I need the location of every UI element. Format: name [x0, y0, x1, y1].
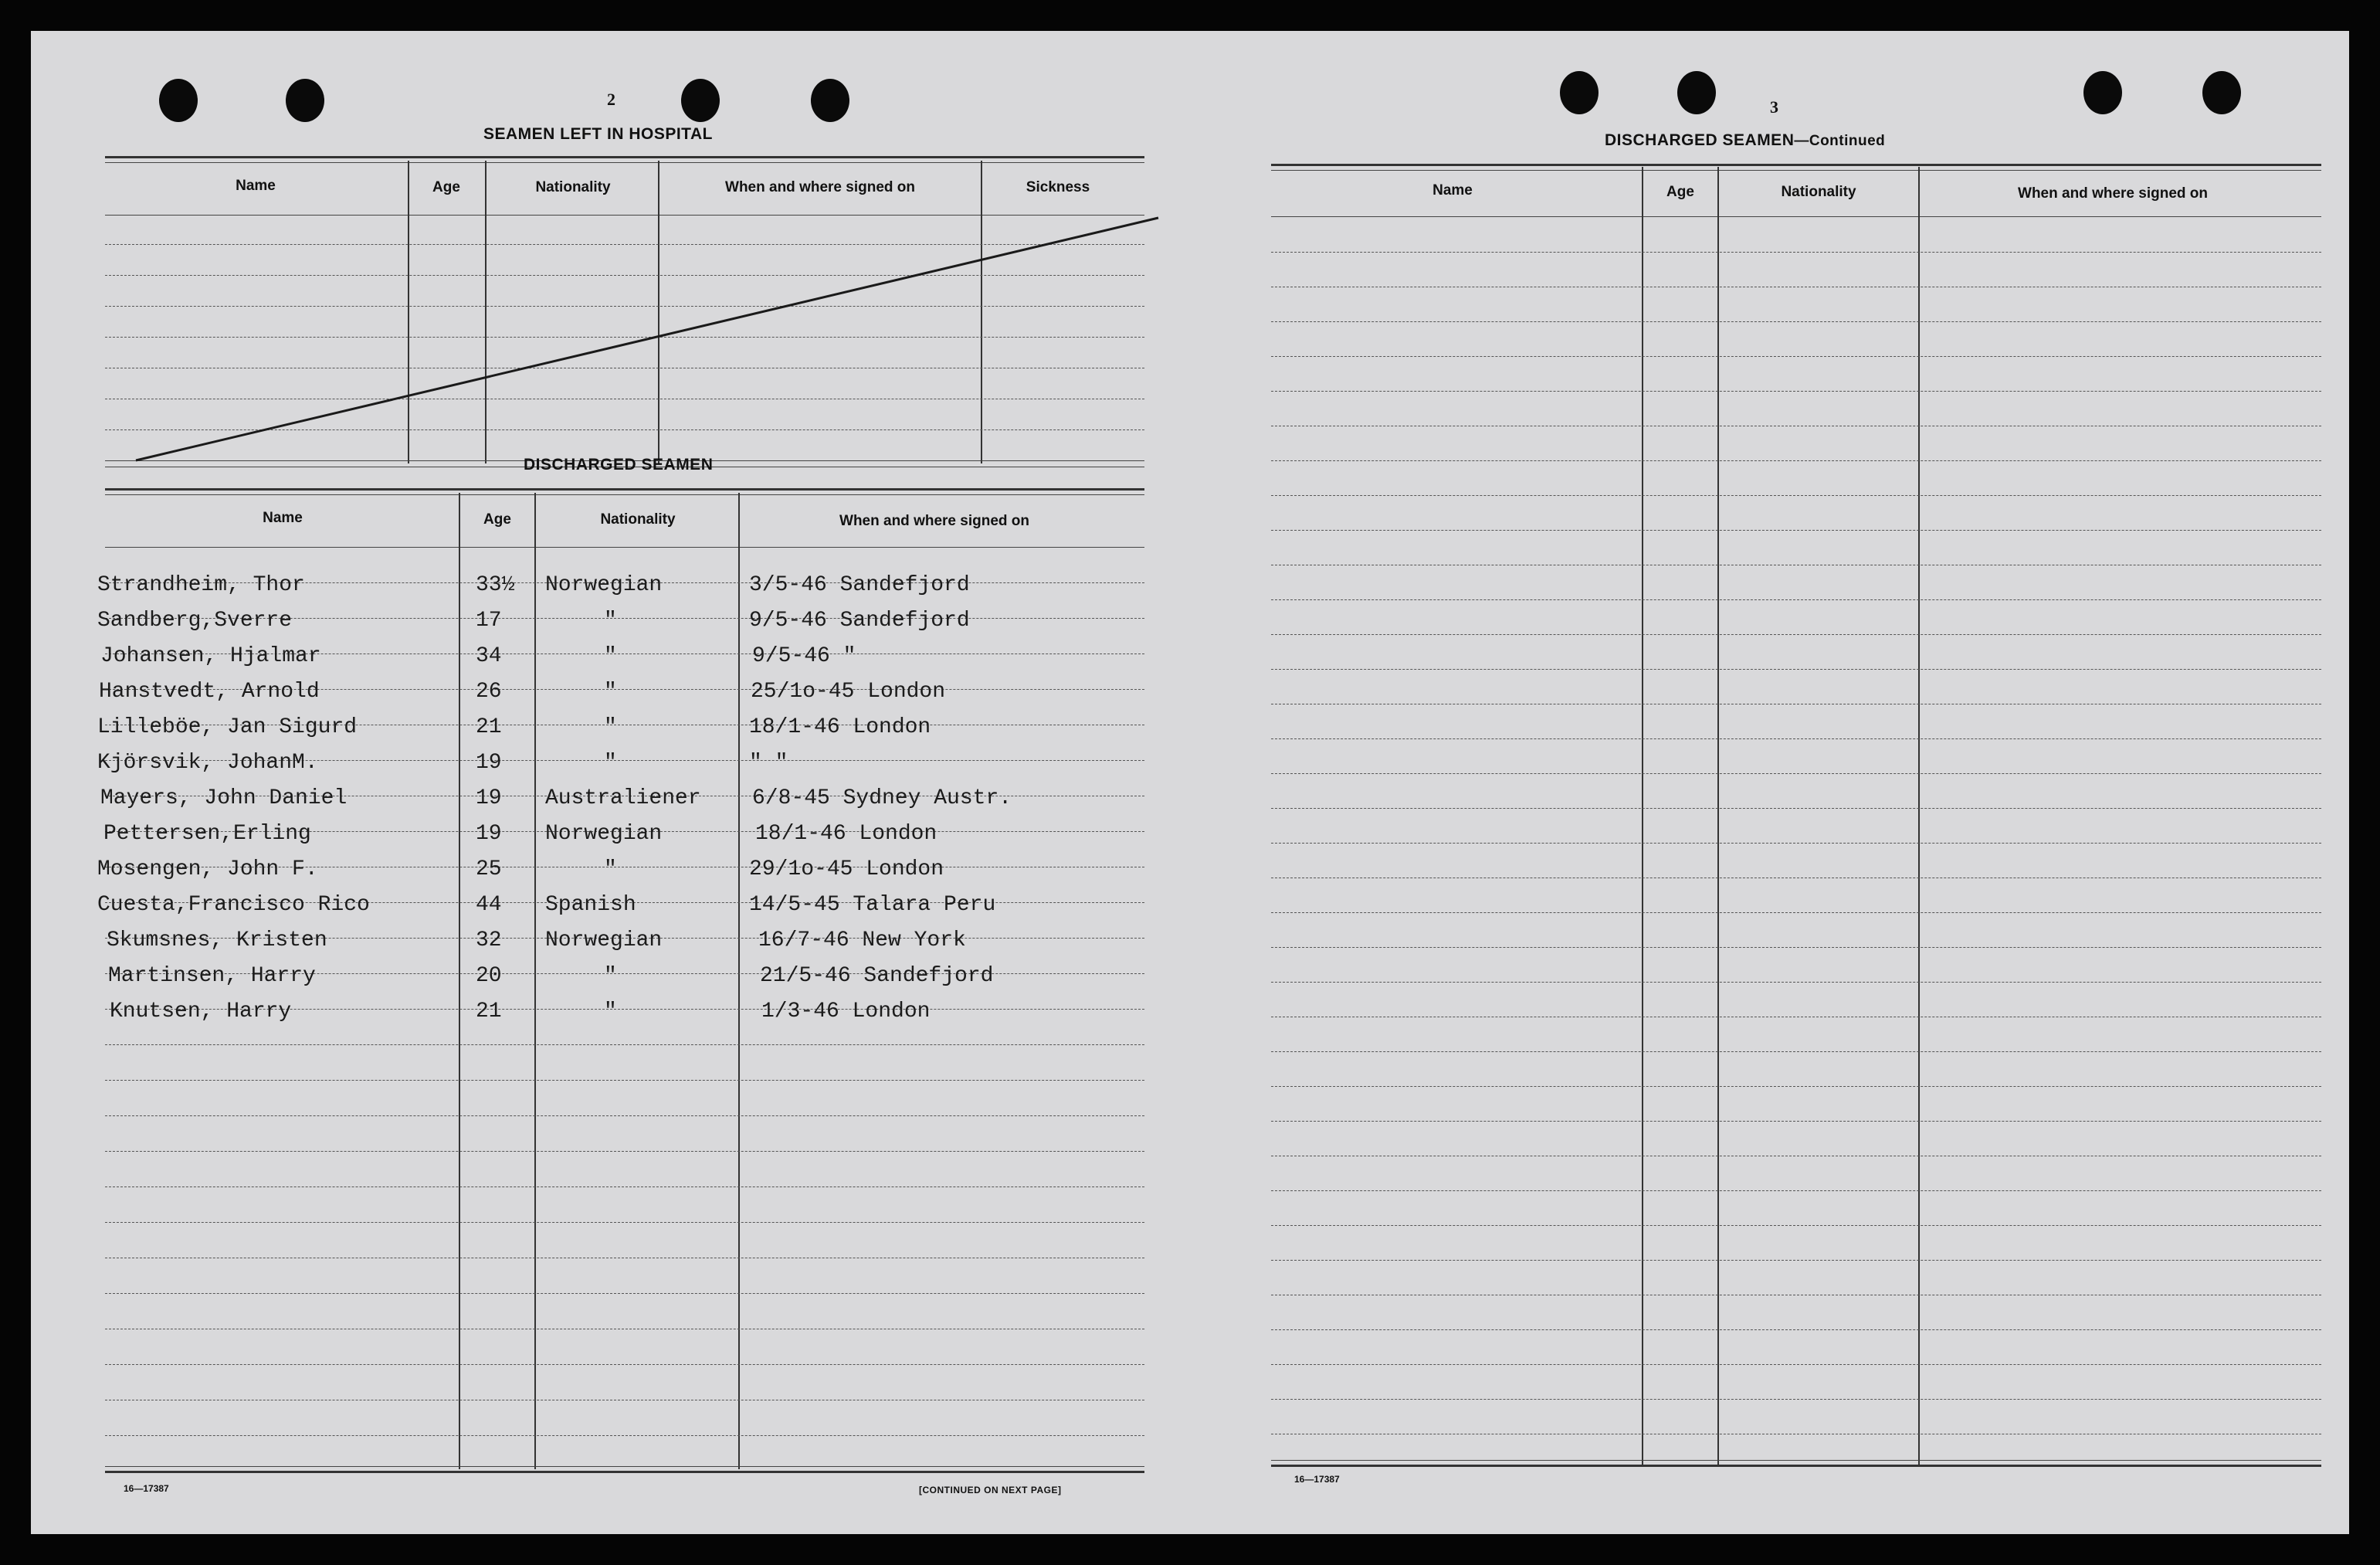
ruled-line [1271, 460, 2321, 461]
column-header-signed-on: When and where signed on [839, 513, 1029, 529]
ruled-line [1271, 1364, 2321, 1365]
column-header-name: Name [236, 178, 276, 194]
ruled-line [1271, 1329, 2321, 1330]
ruled-line [1271, 808, 2321, 809]
seaman-age: 20 [476, 964, 502, 988]
seaman-name: Knutsen, Harry [110, 1000, 292, 1024]
seaman-nationality: Australiener [545, 786, 701, 810]
ruled-line [105, 1293, 1144, 1294]
punch-hole [1677, 71, 1716, 114]
seaman-age: 21 [476, 1000, 502, 1024]
ruled-line [1271, 947, 2321, 948]
seaman-name: Lilleböe, Jan Sigurd [97, 715, 358, 739]
seaman-signed-on: 6/8-45 Sydney Austr. [752, 786, 1012, 810]
ruled-line [1271, 1225, 2321, 1226]
seaman-nationality: " [604, 680, 617, 704]
column-header-signed-on: When and where signed on [2018, 185, 2208, 202]
ruled-line [105, 1186, 1144, 1187]
seaman-nationality: " [604, 857, 617, 881]
seaman-nationality: Norwegian [545, 822, 663, 846]
cancellation-stroke [31, 31, 1189, 494]
seaman-age: 34 [476, 644, 502, 668]
ruled-line [1271, 495, 2321, 496]
seaman-age: 17 [476, 609, 502, 633]
ruled-line [1271, 321, 2321, 322]
seaman-signed-on: 9/5-46 " [752, 644, 856, 668]
ruled-line [1271, 530, 2321, 531]
ruled-line [1271, 843, 2321, 844]
seaman-name: Martinsen, Harry [108, 964, 316, 988]
ruled-line [1271, 1399, 2321, 1400]
column-header-age: Age [483, 511, 511, 528]
ruled-line [1271, 912, 2321, 913]
column-header-signed-on: When and where signed on [725, 179, 915, 195]
column-header-nationality: Nationality [1781, 184, 1856, 200]
seaman-signed-on: 3/5-46 Sandefjord [749, 573, 970, 597]
seaman-nationality: " [604, 1000, 617, 1024]
punch-hole [1560, 71, 1599, 114]
seaman-age: 26 [476, 680, 502, 704]
ruled-line [1271, 391, 2321, 392]
seaman-name: Johansen, Hjalmar [100, 644, 321, 668]
hospital-section-title: SEAMEN LEFT IN HOSPITAL [483, 125, 713, 143]
left-page [31, 31, 1189, 1534]
form-code: 16—17387 [124, 1483, 169, 1494]
document-sheet [31, 31, 2349, 1534]
seaman-name: Kjörsvik, JohanM. [97, 751, 318, 775]
ruled-line [1271, 982, 2321, 983]
seaman-signed-on: 14/5-45 Talara Peru [749, 893, 996, 917]
seaman-signed-on: 21/5-46 Sandefjord [760, 964, 994, 988]
seaman-age: 33½ [476, 573, 515, 597]
seaman-name: Skumsnes, Kristen [107, 928, 327, 952]
ruled-line [1271, 1121, 2321, 1122]
seaman-name: Pettersen,Erling [103, 822, 311, 846]
seaman-name: Sandberg,Sverre [97, 609, 293, 633]
seaman-nationality: " [604, 964, 617, 988]
seaman-age: 19 [476, 751, 502, 775]
ruled-line [1271, 1260, 2321, 1261]
ruled-line [1271, 252, 2321, 253]
seaman-age: 19 [476, 786, 502, 810]
seaman-age: 19 [476, 822, 502, 846]
column-header-name: Name [263, 510, 303, 526]
seaman-signed-on: 9/5-46 Sandefjord [749, 609, 970, 633]
right-page [1189, 31, 2349, 1534]
ruled-line [105, 1115, 1144, 1116]
seaman-age: 44 [476, 893, 502, 917]
seaman-age: 32 [476, 928, 502, 952]
column-header-age: Age [1666, 184, 1694, 200]
column-header-nationality: Nationality [600, 511, 676, 528]
ruled-line [1271, 1086, 2321, 1087]
seaman-nationality: Spanish [545, 893, 636, 917]
ruled-line [1271, 356, 2321, 357]
seaman-age: 25 [476, 857, 502, 881]
seaman-nationality: Norwegian [545, 573, 663, 597]
ruled-line [105, 1435, 1144, 1436]
column-header-age: Age [432, 179, 460, 195]
ruled-line [105, 1151, 1144, 1152]
seaman-nationality: " [604, 644, 617, 668]
punch-hole [2202, 71, 2241, 114]
seaman-signed-on: 29/1o-45 London [749, 857, 944, 881]
ruled-line [1271, 738, 2321, 739]
ruled-line [1271, 669, 2321, 670]
form-code: 16—17387 [1294, 1474, 1340, 1485]
seaman-name: Cuesta,Francisco Rico [97, 893, 370, 917]
ruled-line [105, 1222, 1144, 1223]
seaman-name: Mosengen, John F. [97, 857, 318, 881]
ruled-line [1271, 634, 2321, 635]
seaman-nationality: " [604, 751, 617, 775]
seaman-age: 21 [476, 715, 502, 739]
seaman-name: Hanstvedt, Arnold [99, 680, 320, 704]
seaman-signed-on: 1/3-46 London [761, 1000, 931, 1024]
page-number: 2 [607, 90, 615, 109]
ruled-line [1271, 773, 2321, 774]
ruled-line [105, 1364, 1144, 1365]
continued-note: [CONTINUED ON NEXT PAGE] [919, 1485, 1062, 1495]
column-header-sickness: Sickness [1026, 179, 1090, 195]
column-header-nationality: Nationality [535, 179, 611, 195]
seaman-name: Strandheim, Thor [97, 573, 305, 597]
seaman-nationality: Norwegian [545, 928, 663, 952]
ruled-line [105, 1044, 1144, 1045]
column-header-name: Name [1432, 182, 1473, 199]
discharged-continued-title: DISCHARGED SEAMEN—Continued [1605, 131, 1886, 149]
discharged-section-title: DISCHARGED SEAMEN [524, 456, 714, 474]
seaman-signed-on: 18/1-46 London [755, 822, 937, 846]
seaman-signed-on: " " [749, 751, 788, 775]
punch-hole [2083, 71, 2122, 114]
seaman-signed-on: 25/1o-45 London [751, 680, 946, 704]
seaman-name: Mayers, John Daniel [100, 786, 348, 810]
seaman-signed-on: 16/7-46 New York [758, 928, 966, 952]
ruled-line [105, 1080, 1144, 1081]
ruled-line [1271, 1190, 2321, 1191]
seaman-signed-on: 18/1-46 London [749, 715, 931, 739]
ruled-line [1271, 1051, 2321, 1052]
ruled-line [1271, 599, 2321, 600]
page-number: 3 [1770, 97, 1778, 117]
seaman-nationality: " [604, 715, 617, 739]
seaman-nationality: " [604, 609, 617, 633]
